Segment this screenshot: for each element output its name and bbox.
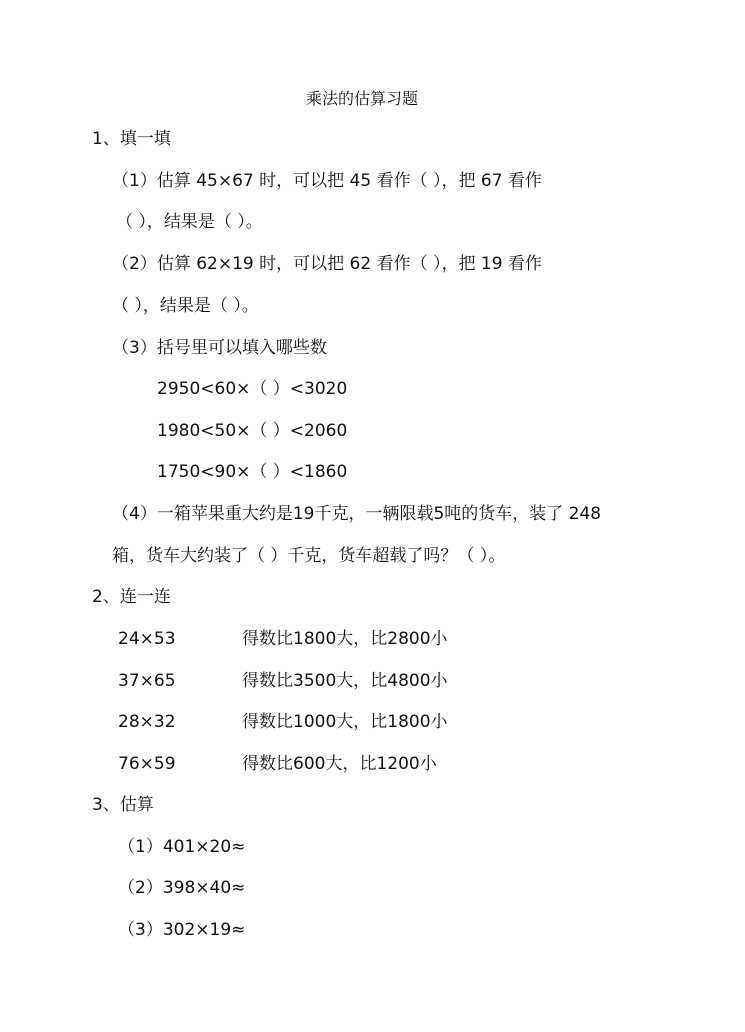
q3-item: 1750<90×（ ）<1860 bbox=[157, 462, 348, 482]
match-expr: 76×59 bbox=[118, 754, 176, 774]
section1-heading: 1、填一填 bbox=[92, 129, 171, 149]
match-expr: 37×65 bbox=[118, 671, 176, 691]
estimate-item: （3）302×19≈ bbox=[118, 920, 246, 940]
section3-heading: 3、估算 bbox=[92, 795, 154, 815]
section2-heading: 2、连一连 bbox=[92, 587, 171, 607]
match-desc: 得数比1000大，比1800小 bbox=[242, 712, 448, 732]
q4-line2: 箱，货车大约装了（ ）千克，货车超载了吗？（ ）。 bbox=[112, 546, 506, 566]
q2-line1: （2）估算 62×19 时，可以把 62 看作（ ），把 19 看作 bbox=[112, 254, 542, 274]
estimate-item: （1）401×20≈ bbox=[118, 837, 246, 857]
match-expr: 24×53 bbox=[118, 629, 176, 649]
q3-heading: （3）括号里可以填入哪些数 bbox=[112, 338, 327, 358]
match-desc: 得数比1800大，比2800小 bbox=[242, 629, 448, 649]
match-desc: 得数比3500大，比4800小 bbox=[242, 671, 448, 691]
match-expr: 28×32 bbox=[118, 712, 176, 732]
q4-line1: （4）一箱苹果重大约是19千克，一辆限载5吨的货车，装了 248 bbox=[112, 504, 602, 524]
q1-line1: （1）估算 45×67 时，可以把 45 看作（ ），把 67 看作 bbox=[112, 171, 542, 191]
q3-item: 2950<60×（ ）<3020 bbox=[157, 379, 348, 399]
estimate-item: （2）398×40≈ bbox=[118, 878, 246, 898]
worksheet-title: 乘法的估算习题 bbox=[306, 89, 419, 108]
q1-line2: （ ），结果是（ ）。 bbox=[116, 212, 263, 232]
q3-item: 1980<50×（ ）<2060 bbox=[157, 421, 348, 441]
q2-line2: （ ），结果是（ ）。 bbox=[112, 296, 259, 316]
match-desc: 得数比600大，比1200小 bbox=[242, 754, 437, 774]
